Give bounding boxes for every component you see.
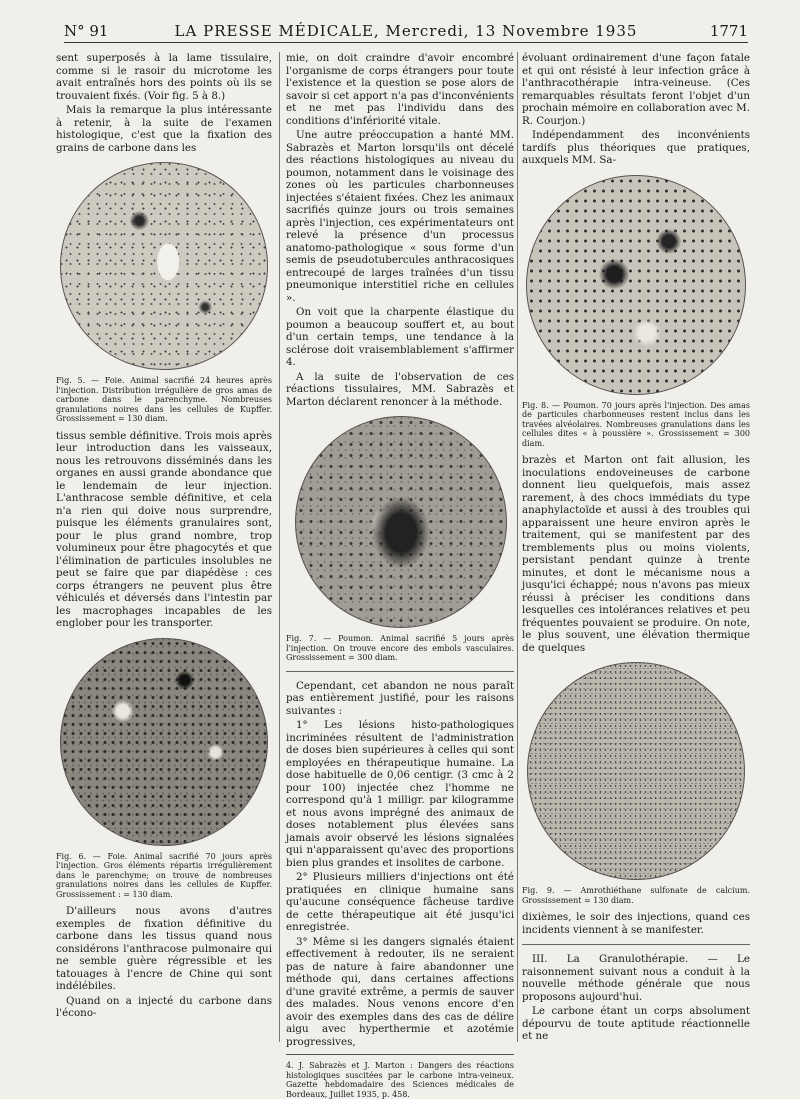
journal-title: LA PRESSE MÉDICALE, Mercredi, 13 Novembre 1935 <box>174 22 638 40</box>
micrograph-fig7 <box>295 416 507 628</box>
column-rule <box>279 52 280 1042</box>
paragraph: évoluant ordinairement d'une façon fatale et qui ont résisté à leur infection grâce à l'anthracothérapie intra-veineuse. (Ces remarquables résultats feront l'objet d'un prochain mémoire en collaboration avec M. R. Courjon.) <box>522 52 750 127</box>
figure-8 <box>522 175 750 449</box>
figure-7 <box>286 416 514 663</box>
paragraph: Indépendamment des inconvénients tardifs plus théoriques que pratiques, auxquels MM. Sa- <box>522 129 750 166</box>
figure-9 <box>522 662 750 905</box>
micrograph-fig9 <box>527 662 745 880</box>
paragraph: D'ailleurs nous avons d'autres exemples de fixation définitive du carbone dans les tissus quand nous considérons l'anthracose pulmonaire qui ne semble guère régressible et les tatouages à l'encre de Chine qui sont indélébiles. <box>56 905 272 992</box>
paragraph: Une autre préoccupation a hanté MM. Sabrazès et Marton lorsqu'ils ont décelé des réactions histologiques au niveau du poumon, notamment dans le voisinage des zones où les particules charbonneuses injectées s'étaient fixées. Chez les animaux sacrifiés quinze jours ou trois semaines après l'injection, ces expérimentateurs ont relevé la présence d'un processus anatomo-pathologique « sous forme d'un semis de pseudotubercules anthracosiques entrecoupé de larges traînées d'un tissu pneumonique interstitiel riche en cellules ». <box>286 129 514 304</box>
paragraph: Cependant, cet abandon ne nous paraît pas entièrement justifié, pour les raisons suivantes : <box>286 679 514 717</box>
issue-number: N° 91 <box>64 22 109 40</box>
paragraph: Mais la remarque la plus intéressante à retenir, à la suite de l'examen histologique, c'est que la fixation des grains de carbone dans les <box>56 104 272 154</box>
divider <box>286 671 514 672</box>
paragraph: 1° Les lésions histo-pathologiques incriminées résultent de l'administration de doses bien supérieures à celles qui sont employées en thérapeutique humaine. La dose habituelle de 0,06 centigr. (3 cmc à 2 pour 100) injectée chez l'homme ne correspond qu'à 1 milligr. par kilogramme et nous avons imprégné des animaux de doses notablement plus élevées sans jamais avoir observé les lésions signalées qui n'apparaissent qu'avec des proportions bien plus grandes et insolites de carbone. <box>286 719 514 869</box>
column-left <box>56 52 272 1022</box>
section-paragraph: III. La Granulothérapie. — Le raisonnement suivant nous a conduit à la nouvelle méthode générale que nous proposons aujourd'hui. <box>522 953 750 1003</box>
paragraph: mie, on doit craindre d'avoir encombré l'organisme de corps étrangers pour toute l'existence et la question se pose alors de savoir si cet apport n'a pas d'inconvénients et ne met pas l'individu dans des conditions d'infériorité vitale. <box>286 52 514 127</box>
paragraph: tissus semble définitive. Trois mois après leur introduction dans les vaisseaux, nous les retrouvons disséminés dans les organes en aussi grande abondance que le lendemain de leur injection. L'anthracose semble définitive, et cela n'a rien qui doive nous surprendre, puisque les éléments granulaires sont, pour le plus grand nombre, trop volumineux pour être phagocytés et que l'élimination de particules insolubles ne peut se faire que par diapédèse : ces corps étrangers ne peuvent plus être véhiculés et déversés dans l'intestin par les macrophages incapables de les englober pour les transporter. <box>56 429 272 629</box>
micrograph-fig8 <box>526 175 746 395</box>
paragraph: Quand on a injecté du carbone dans l'écono- <box>56 994 272 1019</box>
micrograph-fig6 <box>60 638 268 846</box>
micrograph-fig5 <box>60 162 268 370</box>
figure-caption: Fig. 6. — Foie. Animal sacrifié 70 jours après l'injection. Gros éléments répartis irrégulièrement dans le parenchyme; on trouve de nombreuses granulations noires dans les cellules de Kupffer. Grossissement : = 130 diam. <box>56 851 272 899</box>
page-number: 1771 <box>709 22 748 40</box>
column-middle <box>286 52 514 1099</box>
column-rule <box>517 52 518 1042</box>
paragraph: 2° Plusieurs milliers d'injections ont été pratiquées en clinique humaine sans qu'aucune conséquence fâcheuse tardive de cette thérapeutique ait été jusqu'ici enregistrée. <box>286 871 514 933</box>
figure-caption: Fig. 9. — Amrothiéthane sulfonate de calcium. Grossissement = 130 diam. <box>522 886 750 905</box>
figure-6 <box>56 638 272 900</box>
paragraph: On voit que la charpente élastique du poumon a beaucoup souffert et, au bout d'un certain temps, une tendance à la sclérose doit vraisemblablement s'affirmer 4. <box>286 306 514 368</box>
divider <box>522 944 750 945</box>
paragraph: 3° Même si les dangers signalés étaient effectivement à redouter, ils ne seraient pas de nature à faire abandonner une méthode qui, dans certaines affections d'une gravité extrême, a permis de sauver des malades. Nous venons encore d'en avoir des exemples dans des cas de délire aigu avec hyperthermie et azotémie progressives, <box>286 935 514 1048</box>
paragraph: dixièmes, le soir des injections, quand ces incidents viennent à se manifester. <box>522 911 750 936</box>
paragraph: Le carbone étant un corps absolument dépourvu de toute aptitude réactionnelle et ne <box>522 1005 750 1042</box>
footnote: 4. J. Sabrazès et J. Marton : Dangers des réactions histologiques suscitées par le carbone intra-veineux. Gazette hebdomadaire des Sciences médicales de Bordeaux, Juillet 1935, p. 458. <box>286 1054 514 1099</box>
figure-caption: Fig. 5. — Foie. Animal sacrifié 24 heures après l'injection. Distribution irrégulière de gros amas de carbone dans le parenchyme. Nombreuses granulations noires dans les cellules de Kupffer. Grossissement = 130 diam. <box>56 376 272 423</box>
paragraph: brazès et Marton ont fait allusion, les inoculations endoveineuses de carbone donnent lieu quelquefois, mais assez rarement, à des chocs immédiats du type anaphylactoïde et aussi à des troubles qui apparaissent une heure environ après le traitement, qui se manifestent par des tremblements plus ou moins violents, persistant pendant quinze à trente minutes, et dont le mécanisme nous a jusqu'ici échappé; nous n'avons pas mieux réussi à préciser les conditions dans lesquelles ces intolérances relatives et peu fréquentes pouvaient se produire. On note, le plus souvent, une élévation thermique de quelques <box>522 454 750 654</box>
figure-5 <box>56 162 272 424</box>
figure-caption: Fig. 7. — Poumon. Animal sacrifié 5 jours après l'injection. On trouve encore des embols vasculaires. Grossissement = 300 diam. <box>286 634 514 662</box>
column-right <box>522 52 750 1045</box>
figure-caption: Fig. 8. — Poumon. 70 jours après l'injection. Des amas de particules charbonneuses restent inclus dans les travées alvéolaires. Nombreuses granulations dans les cellules dites « à poussière ». Grossissement = 300 diam. <box>522 400 750 448</box>
page-header <box>64 20 748 43</box>
paragraph: sent superposés à la lame tissulaire, comme si le rasoir du microtome les avait entraînés hors des points où ils se trouvaient fixés. (Voir fig. 5 à 8.) <box>56 52 272 102</box>
paragraph: A la suite de l'observation de ces réactions tissulaires, MM. Sabrazès et Marton déclarent renoncer à la méthode. <box>286 370 514 408</box>
